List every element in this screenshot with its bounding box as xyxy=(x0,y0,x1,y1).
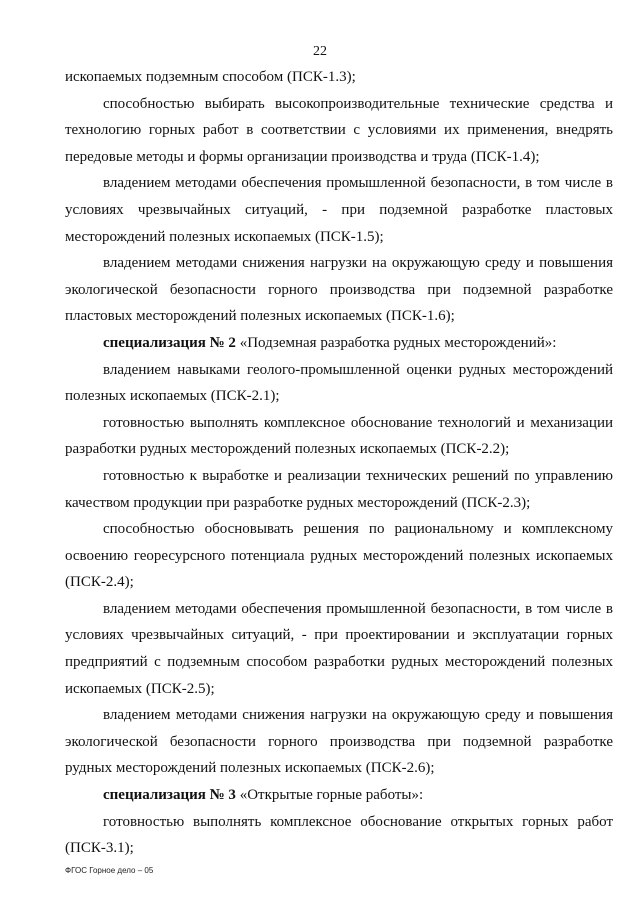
specialization-label: специализация № 2 xyxy=(103,334,236,351)
competency-item: готовностью к выработке и реализации технических решений по управлению качеством продукции при разработке рудных месторождений (ПСК-2.3); xyxy=(65,467,613,511)
specialization-2-heading xyxy=(65,330,613,357)
paragraph: владением методами снижения нагрузки на окружающую среду и повышения экологической безопасности горного производства при подземной разработке пластовых месторождений полезных ископаемых (ПСК-1.6); xyxy=(65,255,613,325)
document-body xyxy=(65,64,613,862)
specialization-label: специализация № 3 xyxy=(103,787,236,804)
specialization-title: «Подземная разработка рудных месторождений»: xyxy=(235,334,557,351)
footer-label: ФГОС Горное дело – 05 xyxy=(65,866,154,875)
competency-item: готовностью выполнять комплексное обоснование технологий и механизации разработки рудных месторождений полезных ископаемых (ПСК-2.2); xyxy=(65,414,613,458)
paragraph: способностью выбирать высокопроизводительные технические средства и технологию горных работ в соответствии с условиями их применения, внедрять передовые методы и формы организации производства и труда (ПСК-1.4); xyxy=(65,95,613,165)
paragraph: владением методами обеспечения промышленной безопасности, в том числе в условиях чрезвычайных ситуаций, - при подземной разработке пластовых месторождений полезных ископаемых (ПСК-1.5); xyxy=(65,175,613,245)
competency-item: готовностью выполнять комплексное обоснование открытых горных работ (ПСК-3.1); xyxy=(65,813,613,857)
competency-item: владением методами снижения нагрузки на окружающую среду и повышения экологической безопасности горного производства при подземной разработке рудных месторождений полезных ископаемых (ПСК-2.6); xyxy=(65,707,613,777)
competency-item: способностью обосновывать решения по рациональному и комплексному освоению георесурсного потенциала рудных месторождений полезных ископаемых (ПСК-2.4); xyxy=(65,521,613,591)
specialization-title: «Открытые горные работы»: xyxy=(235,787,424,804)
competency-item: владением методами обеспечения промышленной безопасности, в том числе в условиях чрезвычайных ситуаций, - при проектировании и эксплуатации горных предприятий с подземным способом разработки рудных месторождений полезных ископаемых (ПСК-2.5); xyxy=(65,600,613,697)
specialization-3-heading xyxy=(65,782,613,809)
competency-item: владением навыками геолого-промышленной оценки рудных месторождений полезных ископаемых (ПСК-2.1); xyxy=(65,361,613,405)
page-number: 22 xyxy=(313,44,327,59)
paragraph: ископаемых подземным способом (ПСК-1.3); xyxy=(65,69,356,85)
